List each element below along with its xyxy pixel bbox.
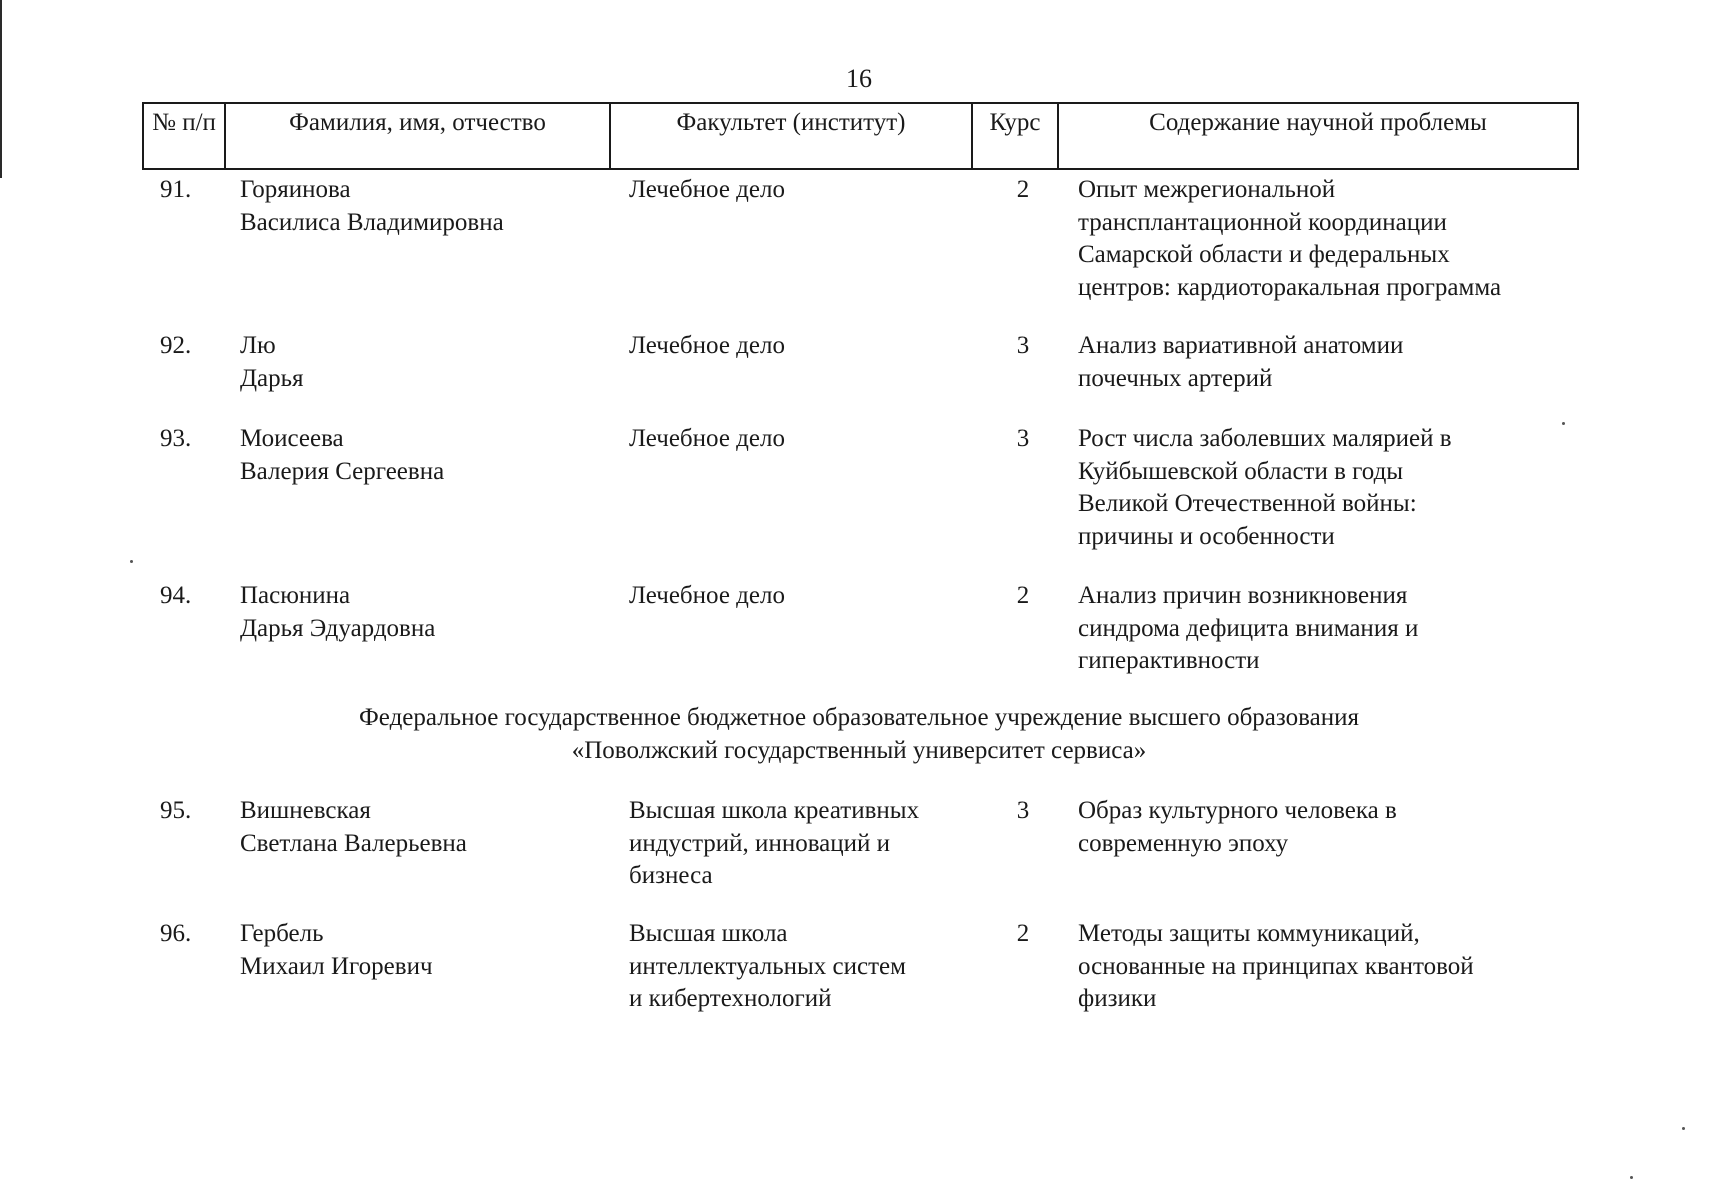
faculty: [629, 918, 989, 1016]
student-name-line: Дарья Эдуардовна: [240, 614, 436, 642]
faculty: [629, 330, 989, 363]
course: 2: [1016, 920, 1030, 947]
research-topic-line: Рост числа заболевших малярией в: [1078, 425, 1452, 452]
research-topic-line: основанные на принципах квантовой: [1078, 952, 1474, 980]
research-topic: [1078, 330, 1578, 395]
faculty-line: Высшая школа: [629, 920, 788, 947]
student-name-line: Горяинова: [240, 176, 351, 203]
research-topic-line: Опыт межрегиональной: [1078, 176, 1336, 203]
research-topic: [1078, 918, 1578, 1016]
row-number: 96.: [160, 920, 192, 947]
header-faculty: Факультет (институт): [610, 103, 972, 169]
research-topic-line: физики: [1078, 985, 1157, 1012]
research-topic: [1078, 174, 1578, 304]
row-number: 91.: [160, 176, 192, 203]
research-topic-line: гиперактивности: [1078, 647, 1260, 674]
row-number: 95.: [160, 797, 192, 824]
scan-speck: [1630, 1176, 1633, 1179]
faculty-line: бизнеса: [629, 862, 713, 889]
faculty: [629, 174, 989, 207]
header-topic: Содержание научной проблемы: [1058, 103, 1578, 169]
course: 3: [1016, 797, 1030, 824]
header-course: Курс: [972, 103, 1058, 169]
student-name: [240, 918, 620, 983]
research-topic-line: центров: кардиоторакальная программа: [1078, 273, 1502, 301]
row-number: 94.: [160, 582, 192, 609]
institution-heading: [0, 702, 1718, 767]
header-num: № п/п: [143, 103, 225, 169]
research-topic-line: причины и особенности: [1078, 522, 1335, 550]
research-topic: [1078, 580, 1578, 678]
student-name-line: Дарья: [240, 364, 304, 392]
student-name-line: Василиса Владимировна: [240, 208, 504, 236]
scan-speck: [1562, 422, 1565, 425]
faculty-line: и кибертехнологий: [629, 985, 832, 1012]
row-number: 92.: [160, 332, 192, 359]
course: 3: [1016, 425, 1030, 452]
student-name-line: Пасюнина: [240, 582, 351, 609]
student-name-line: Михаил Игоревич: [240, 952, 433, 980]
faculty: [629, 580, 989, 613]
research-topic-line: синдрома дефицита внимания и: [1078, 614, 1419, 642]
student-name-line: Вишневская: [240, 797, 371, 824]
student-name: [240, 580, 620, 645]
faculty-line: Лечебное дело: [629, 176, 785, 203]
faculty-line: интеллектуальных систем: [629, 952, 906, 980]
scan-speck: [1682, 1127, 1685, 1130]
research-topic-line: Самарской области и федеральных: [1078, 241, 1450, 268]
student-name-line: Светлана Валерьевна: [240, 829, 467, 857]
scan-speck: [130, 560, 133, 563]
research-topic-line: Куйбышевской области в годы: [1078, 457, 1404, 485]
institution-line-2: «Поволжский государственный университет сервиса»: [571, 736, 1147, 764]
student-name: [240, 795, 620, 860]
faculty-line: Высшая школа креативных: [629, 797, 920, 824]
student-name: [240, 330, 620, 395]
student-name: [240, 174, 620, 239]
institution-line-1: Федеральное государственное бюджетное образовательное учреждение высшего образования: [359, 704, 1359, 731]
research-topic-line: Методы защиты коммуникаций,: [1078, 920, 1420, 947]
research-topic-line: Великой Отечественной войны:: [1078, 490, 1417, 517]
research-topic-line: почечных артерий: [1078, 364, 1273, 392]
research-topic-line: Анализ вариативной анатомии: [1078, 332, 1404, 359]
page-number: 16: [846, 64, 872, 93]
research-topic-line: Образ культурного человека в: [1078, 797, 1397, 824]
student-name-line: Моисеева: [240, 425, 344, 452]
faculty-line: Лечебное дело: [629, 425, 785, 452]
research-topic-line: современную эпоху: [1078, 829, 1289, 857]
research-topic-line: Анализ причин возникновения: [1078, 582, 1408, 609]
faculty-line: Лечебное дело: [629, 582, 785, 609]
student-name-line: Лю: [240, 332, 276, 359]
faculty: [629, 423, 989, 456]
research-topic: [1078, 795, 1578, 860]
student-name-line: Валерия Сергеевна: [240, 457, 445, 485]
row-number: 93.: [160, 425, 192, 452]
faculty-line: Лечебное дело: [629, 332, 785, 359]
course: 2: [1016, 582, 1030, 609]
header-name: Фамилия, имя, отчество: [225, 103, 610, 169]
faculty: [629, 795, 989, 893]
course: 2: [1016, 176, 1030, 203]
faculty-line: индустрий, инноваций и: [629, 829, 891, 857]
course: 3: [1016, 332, 1030, 359]
research-topic: [1078, 423, 1578, 553]
student-name-line: Гербель: [240, 920, 324, 947]
research-topic-line: трансплантационной координации: [1078, 208, 1447, 236]
student-name: [240, 423, 620, 488]
